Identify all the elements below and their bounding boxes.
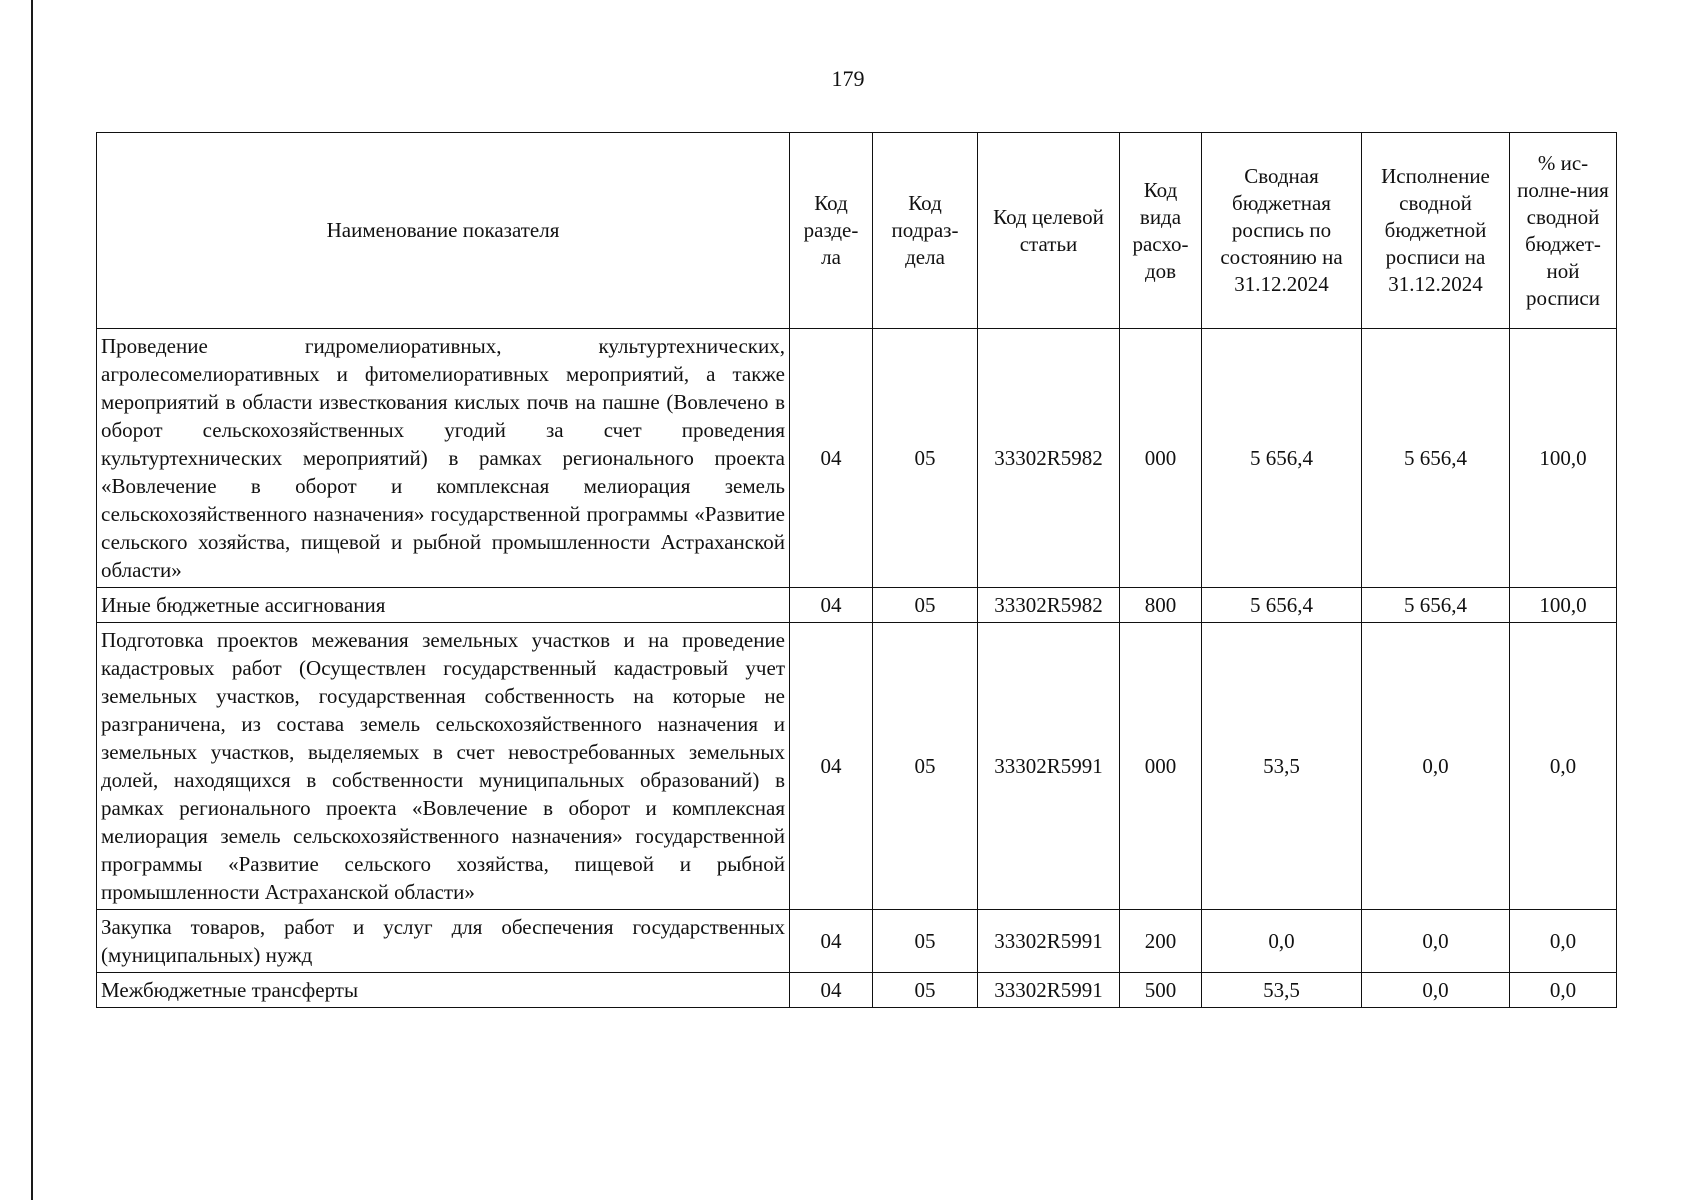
row-subsection-code: 05: [873, 973, 978, 1008]
row-section-code: 04: [790, 973, 873, 1008]
header-target-article-code: Код целевой статьи: [978, 133, 1120, 329]
row-indicator-name: Закупка товаров, работ и услуг для обеспечения государственных (муниципальных) нужд: [97, 910, 790, 973]
row-execution-percent: 0,0: [1510, 973, 1617, 1008]
row-indicator-name: Иные бюджетные ассигнования: [97, 588, 790, 623]
table-header-row: [97, 133, 1617, 329]
row-consolidated-budget: 53,5: [1202, 623, 1362, 910]
row-section-code: 04: [790, 910, 873, 973]
row-section-code: 04: [790, 329, 873, 588]
row-execution-percent: 0,0: [1510, 910, 1617, 973]
row-budget-execution: 5 656,4: [1362, 329, 1510, 588]
header-budget-execution: Исполнение сводной бюджетной росписи на 31.12.2024: [1362, 133, 1510, 329]
row-consolidated-budget: 5 656,4: [1202, 588, 1362, 623]
row-indicator-name: Подготовка проектов межевания земельных участков и на проведение кадастровых работ (Осуществлен государственный кадастровый учет земельных участков, государственная собственность на которые не разграничена, из состава земель сельскохозяйственного назначения и земельных участков, выделяемых в счет невостребованных земельных долей, находящихся в собственности муниципальных образований) в рамках регионального проекта «Вовлечение в оборот и комплексная мелиорация земель сельскохозяйственного назначения» государственной программы «Развитие сельского хозяйства, пищевой и рыбной промышленности Астраханской области»: [97, 623, 790, 910]
row-target-article-code: 33302R5991: [978, 623, 1120, 910]
row-expense-type-code: 200: [1120, 910, 1202, 973]
row-consolidated-budget: 0,0: [1202, 910, 1362, 973]
row-target-article-code: 33302R5991: [978, 910, 1120, 973]
row-target-article-code: 33302R5982: [978, 329, 1120, 588]
header-execution-percent: % ис-полне-ния сводной бюджет-ной росписи: [1510, 133, 1617, 329]
row-execution-percent: 100,0: [1510, 329, 1617, 588]
row-budget-execution: 0,0: [1362, 910, 1510, 973]
row-execution-percent: 0,0: [1510, 623, 1617, 910]
header-section-code: Код разде-ла: [790, 133, 873, 329]
row-budget-execution: 0,0: [1362, 623, 1510, 910]
budget-execution-table: [96, 132, 1617, 1008]
table-row: [97, 588, 1617, 623]
row-consolidated-budget: 5 656,4: [1202, 329, 1362, 588]
header-indicator-name: Наименование показателя: [97, 133, 790, 329]
table-row: [97, 910, 1617, 973]
row-expense-type-code: 500: [1120, 973, 1202, 1008]
row-subsection-code: 05: [873, 623, 978, 910]
table-row: [97, 329, 1617, 588]
row-section-code: 04: [790, 588, 873, 623]
row-budget-execution: 0,0: [1362, 973, 1510, 1008]
row-subsection-code: 05: [873, 588, 978, 623]
header-expense-type-code: Код вида расхо-дов: [1120, 133, 1202, 329]
row-execution-percent: 100,0: [1510, 588, 1617, 623]
row-indicator-name: Проведение гидромелиоративных, культуртехнических, агролесомелиоративных и фитомелиоративных мероприятий, а также мероприятий в области известкования кислых почв на пашне (Вовлечено в оборот сельскохозяйственных угодий за счет проведения культуртехнических мероприятий) в рамках регионального проекта «Вовлечение в оборот и комплексная мелиорация земель сельскохозяйственного назначения» государственной программы «Развитие сельского хозяйства, пищевой и рыбной промышленности Астраханской области»: [97, 329, 790, 588]
row-expense-type-code: 800: [1120, 588, 1202, 623]
table-row: [97, 623, 1617, 910]
page-margin-line: [31, 0, 33, 1200]
row-consolidated-budget: 53,5: [1202, 973, 1362, 1008]
header-subsection-code: Код подраз-дела: [873, 133, 978, 329]
row-budget-execution: 5 656,4: [1362, 588, 1510, 623]
table-row: [97, 973, 1617, 1008]
page-number: 179: [831, 66, 865, 91]
row-target-article-code: 33302R5991: [978, 973, 1120, 1008]
row-section-code: 04: [790, 623, 873, 910]
row-subsection-code: 05: [873, 910, 978, 973]
row-target-article-code: 33302R5982: [978, 588, 1120, 623]
row-expense-type-code: 000: [1120, 623, 1202, 910]
row-indicator-name: Межбюджетные трансферты: [97, 973, 790, 1008]
row-expense-type-code: 000: [1120, 329, 1202, 588]
row-subsection-code: 05: [873, 329, 978, 588]
header-consolidated-budget: Сводная бюджетная роспись по состоянию на 31.12.2024: [1202, 133, 1362, 329]
